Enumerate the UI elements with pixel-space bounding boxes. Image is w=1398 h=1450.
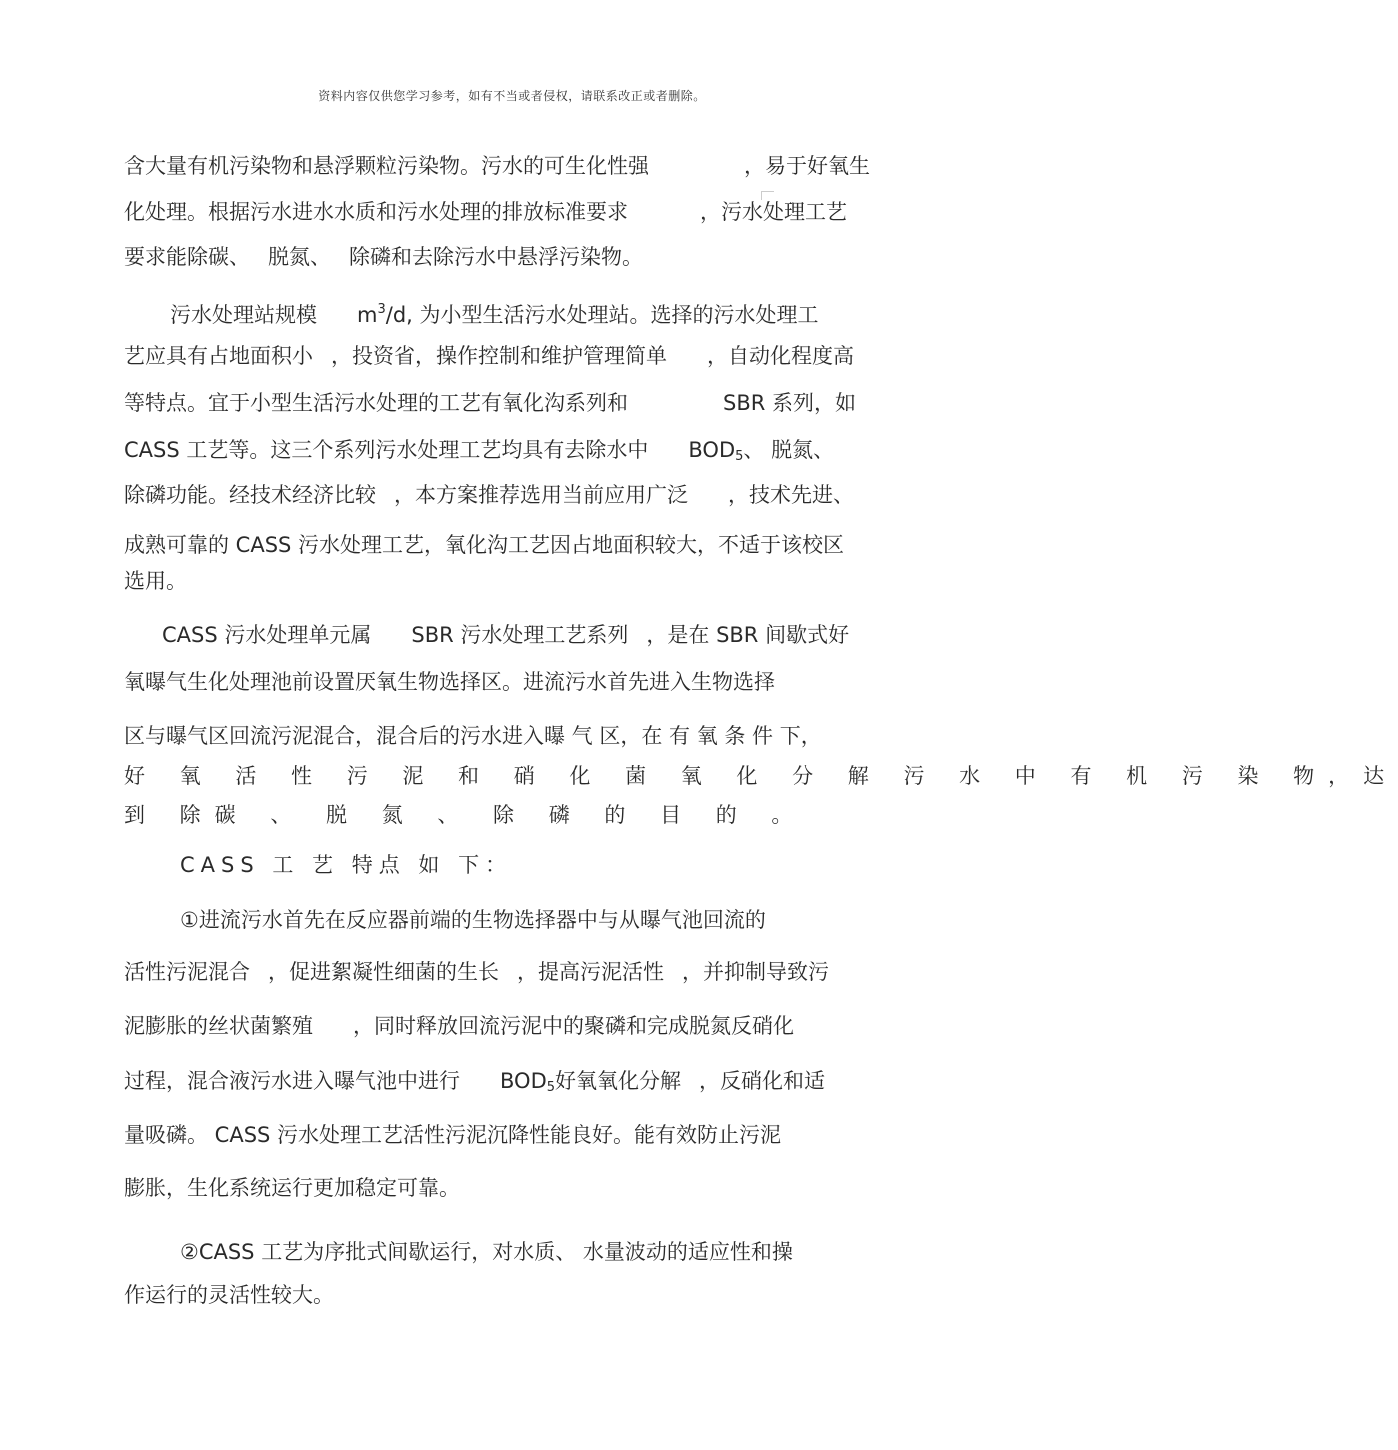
p3-line-1 xyxy=(162,620,900,650)
text-span: 好氧氧化分解 xyxy=(555,1069,682,1093)
p3-line-3: 区与曝气区回流污泥混合，混合后的污水进入曝 气 区，在 有 氧 条 件 下， xyxy=(124,724,822,748)
p5-line-1: ①进流污水首先在反应器前端的生物选择器中与从曝气池回流的 xyxy=(180,908,766,932)
text-span: BOD xyxy=(688,438,736,462)
p5-line-3 xyxy=(124,1011,900,1041)
text-span: ，促进絮凝性细菌的生长 xyxy=(268,960,499,984)
text-span: ，并抑制导致污 xyxy=(682,960,829,984)
subscript: 5 xyxy=(735,449,744,464)
p5-line-4 xyxy=(124,1066,900,1096)
text-span: 化处理。根据污水进水水质和污水处理的排放标准要求 xyxy=(124,200,628,224)
text-span: 、 脱氮、 xyxy=(743,438,835,462)
p6-line-1: ②CASS 工艺为序批式间歇运行，对水质、 水量波动的适应性和操 xyxy=(180,1240,793,1264)
p1-line-2 xyxy=(124,197,900,227)
text-span: 要求能除碳、 xyxy=(124,245,250,269)
text-span: SBR 系列，如 xyxy=(723,391,857,415)
p2-line-4 xyxy=(124,435,900,465)
text-span: ，提高污泥活性 xyxy=(517,960,664,984)
p6-line-2: 作运行的灵活性较大。 xyxy=(124,1283,334,1307)
text-span: 含大量有机污染物和悬浮颗粒污染物。污水的可生化性强 xyxy=(124,154,649,178)
text-span: 除磷和去除污水中悬浮污染物。 xyxy=(349,245,643,269)
text-span: 活性污泥混合 xyxy=(124,960,250,984)
text-span: BOD xyxy=(500,1069,547,1093)
text-span: ，同时释放回流污泥中的聚磷和完成脱氮反硝化 xyxy=(353,1014,794,1038)
text-span: SBR 污水处理工艺系列 xyxy=(411,623,629,647)
text-span: CASS 污水处理单元属 xyxy=(162,623,372,647)
text-span: 等特点。宜于小型生活污水处理的工艺有氧化沟系列和 xyxy=(124,391,628,415)
disclaimer-header: 资料内容仅供您学习参考，如有不当或者侵权，请联系改正或者删除。 xyxy=(318,89,706,103)
p3-line-4: 好 氧 活 性 污 泥 和 硝 化 菌 氧 化 分 解 污 水 中 有 机 污 染 物，达 xyxy=(124,764,1398,788)
p5-line-5: 量吸磷。 CASS 污水处理工艺活性污泥沉降性能良好。能有效防止污泥 xyxy=(124,1123,782,1147)
p2-line-5 xyxy=(124,480,900,510)
text-span: ，污水处理工艺 xyxy=(700,200,847,224)
text-span: 艺应具有占地面积小 xyxy=(124,344,313,368)
text-span: m xyxy=(357,303,378,327)
p3-line-5: 到 除碳 、 脱 氮 、 除 磷 的 目 的 。 xyxy=(124,803,807,827)
text-span: ，反硝化和适 xyxy=(699,1069,826,1093)
p2-line-2 xyxy=(124,341,900,371)
p3-line-2: 氧曝气生化处理池前设置厌氧生物选择区。进流污水首先进入生物选择 xyxy=(124,670,775,694)
p1-line-3 xyxy=(124,242,900,272)
text-span: ，投资省，操作控制和维护管理简单 xyxy=(331,344,667,368)
text-span: 过程，混合液污水进入曝气池中进行 xyxy=(124,1069,460,1093)
text-span: /d, 为小型生活污水处理站。选择的污水处理工 xyxy=(385,303,819,327)
text-span: 泥膨胀的丝状菌繁殖 xyxy=(124,1014,313,1038)
p2-line-3 xyxy=(124,388,900,418)
p5-line-2 xyxy=(124,957,900,987)
p2-line-7: 选用。 xyxy=(124,569,187,593)
superscript: 3 xyxy=(377,302,386,317)
text-span: ，自动化程度高 xyxy=(707,344,854,368)
text-span: CASS 工艺等。这三个系列污水处理工艺均具有去除水中 xyxy=(124,438,649,462)
text-span: ，易于好氧生 xyxy=(744,154,870,178)
subscript: 5 xyxy=(546,1080,556,1095)
text-span: ，技术先进、 xyxy=(728,483,854,507)
text-span: 除磷功能。经技术经济比较 xyxy=(124,483,376,507)
text-span: 脱氮、 xyxy=(268,245,331,269)
text-span: ，本方案推荐选用当前应用广泛 xyxy=(394,483,688,507)
p5-line-6: 膨胀，生化系统运行更加稳定可靠。 xyxy=(124,1176,460,1200)
p2-line-6: 成熟可靠的 CASS 污水处理工艺，氧化沟工艺因占地面积较大，不适于该校区 xyxy=(124,533,845,557)
p2-line-1 xyxy=(170,300,900,330)
text-span: ，是在 SBR 间歇式好 xyxy=(646,623,850,647)
p4-line-1: CASS 工 艺 特点 如 下： xyxy=(180,853,513,877)
text-span: 污水处理站规模 xyxy=(170,303,317,327)
p1-line-1 xyxy=(124,151,900,181)
